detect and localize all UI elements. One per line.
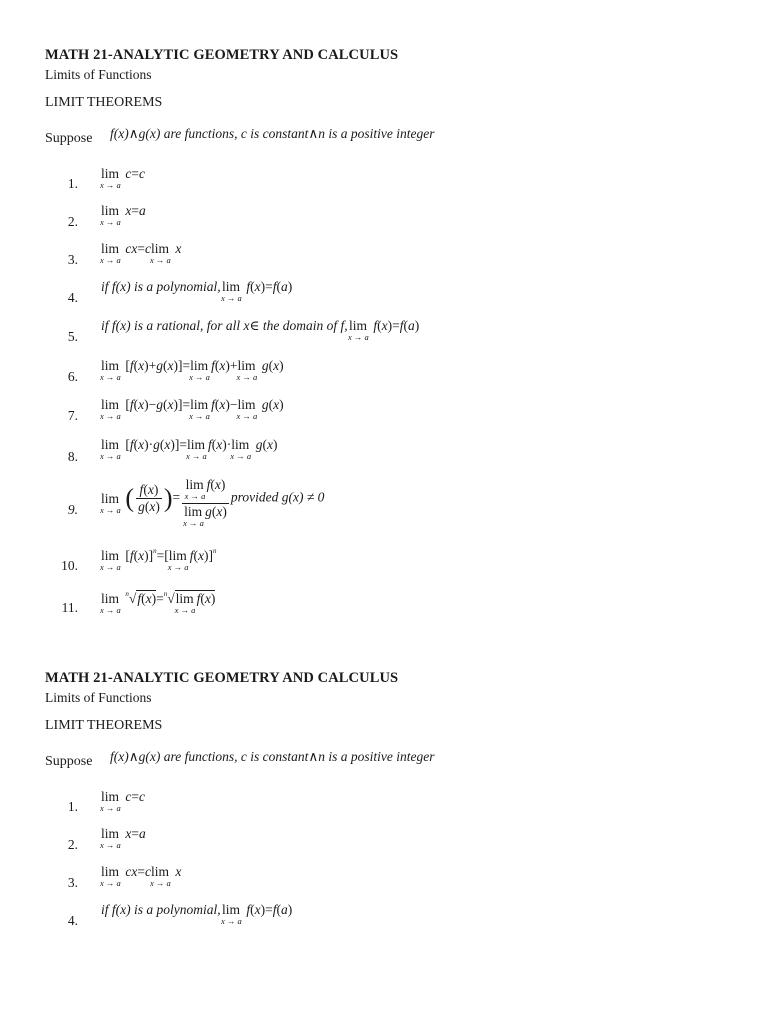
theorem-2-formula: lim x → a x=a (100, 826, 146, 850)
theorem-7-formula: lim x → a [f(x)−g(x)]=lim x → a f(x)−lim x → a g(x) (100, 397, 284, 421)
theorem-11-formula: lim x → a $^n$√f(x)=$^n$√lim x → a f(x) (100, 590, 216, 615)
theorem-3-formula: lim x → a cx=clim x → a x (100, 241, 182, 265)
subtitle: Limits of Functions (45, 67, 152, 82)
suppose-label: Suppose (45, 131, 93, 146)
if-rational-text: if f(x) is a rational, for all x∈ the domain of f, (101, 318, 348, 333)
theorem-number: 5. (67, 329, 78, 344)
theorem-number: 1. (67, 799, 78, 814)
theorem-10-formula: lim x → a $[f(x)]^n=[\lim$ x → a f(x)]$^n$ (100, 547, 217, 572)
suppose-label: Suppose (45, 754, 93, 769)
page-title: MATH 21-ANALYTIC GEOMETRY AND CALCULUS (45, 47, 399, 63)
theorem-4-formula: if f(x) is a polynomial, lim x → a f(x)=f(a) (101, 902, 293, 926)
theorem-number: 8. (67, 449, 78, 464)
theorem-3-formula: lim x → a cx=clim x → a x (100, 864, 182, 888)
theorem-number: 9. (67, 502, 78, 517)
theorem-5-formula: if f(x) is a rational, for all x∈ the domain of f, lim x → a f(x)=f(a) (101, 318, 420, 342)
theorem-6-formula: lim x → a [f(x)+g(x)]=lim x → a f(x)+lim x → a g(x) (100, 358, 284, 382)
theorem-number: 6. (67, 369, 78, 384)
theorem-2-formula: lim x → a x=a (100, 203, 146, 227)
theorem-number: 2. (67, 837, 78, 852)
theorem-number: 1. (67, 176, 78, 191)
provided-text: provided g(x) ≠ 0 (230, 489, 325, 505)
theorem-number: 3. (67, 252, 78, 267)
theorem-number: 4. (67, 290, 78, 305)
theorem-number: 2. (67, 214, 78, 229)
theorem-1-formula: lim x → a c=c (100, 166, 146, 190)
section-heading: LIMIT THEOREMS (45, 718, 163, 733)
suppose-statement: f(x)∧g(x) are functions, c is constant∧n is a positive integer (110, 749, 435, 764)
theorem-4-formula: if f(x) is a polynomial, lim x → a f(x)=f(a) (101, 279, 293, 303)
theorem-8-formula: lim x → a [f(x)·g(x)]=lim x → a f(x)·lim x → a g(x) (100, 437, 278, 461)
theorem-number: 11. (61, 600, 78, 615)
theorem-number: 7. (67, 408, 78, 423)
theorem-number: 3. (67, 875, 78, 890)
theorem-number: 4. (67, 913, 78, 928)
subtitle: Limits of Functions (45, 690, 152, 705)
if-polynomial-text: if f(x) is a polynomial, (101, 902, 221, 917)
theorem-number: 10. (61, 558, 78, 573)
page-title: MATH 21-ANALYTIC GEOMETRY AND CALCULUS (45, 670, 399, 686)
theorem-9-formula: lim x → a ( $\frac{f(x)}{g(x)}$ )= lim x → a f(x) lim x → a g(x) provided g(x) ≠ 0 (100, 477, 325, 528)
if-polynomial-text: if f(x) is a polynomial, (101, 279, 221, 294)
theorem-1-formula: lim x → a c=c (100, 789, 146, 813)
section-heading: LIMIT THEOREMS (45, 95, 163, 110)
suppose-statement: f(x)∧g(x) are functions, c is constant∧n is a positive integer (110, 126, 435, 141)
